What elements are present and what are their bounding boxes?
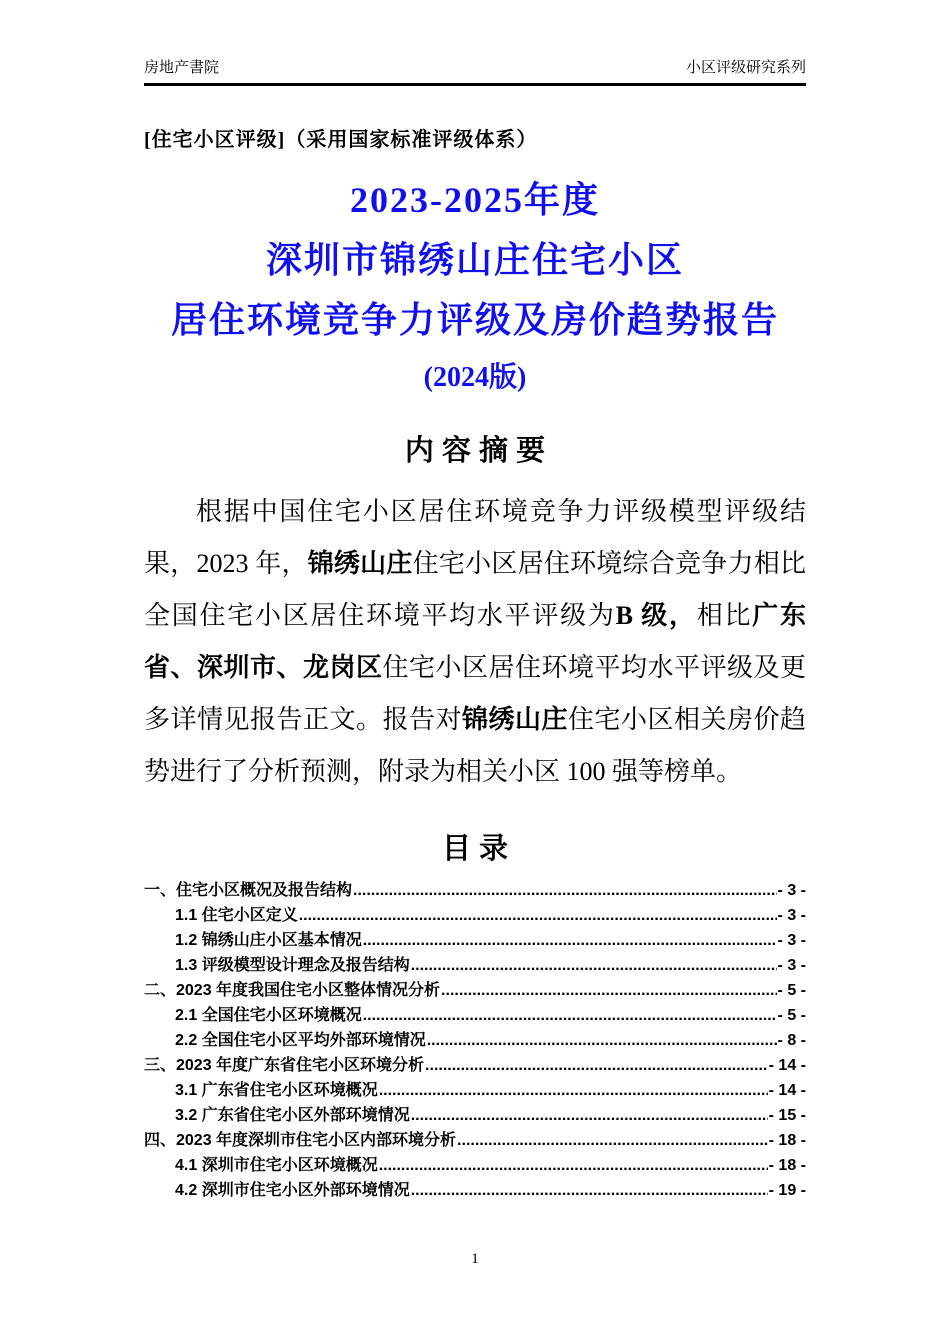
summary-heading: 内 容 摘 要 [404, 435, 546, 467]
summary-segment: 住宅小区居住环境平均水平评级及更多详情见报告正文。报告对 [144, 653, 806, 734]
toc-item-page: - 3 - [777, 907, 806, 924]
toc-item[interactable] [144, 1053, 806, 1078]
report-title-block [144, 170, 806, 406]
toc-item-label: 3.1 广东省住宅小区环境概况 [175, 1082, 378, 1099]
summary-paragraph [144, 486, 806, 798]
summary-segment: 根据中国住宅小区居住环境竞争力评级模型评级结果，2023 年， [144, 497, 806, 578]
toc-item[interactable] [144, 1178, 806, 1203]
toc-dot-leader [457, 1128, 768, 1153]
toc-dot-leader [425, 1053, 768, 1078]
report-title-line: 居住环境竞争力评级及房价趋势报告 [170, 300, 779, 340]
toc-item-label: 一、住宅小区概况及报告结构 [144, 882, 353, 899]
toc-item-page: - 5 - [777, 1007, 806, 1024]
toc-dot-leader [411, 1103, 768, 1128]
toc-item[interactable] [144, 1078, 806, 1103]
toc-item-page: - 3 - [777, 882, 806, 899]
toc-item-label: 1.1 住宅小区定义 [175, 907, 298, 924]
toc-dot-leader [363, 1003, 777, 1028]
header-right-text: 小区评级研究系列 [685, 59, 806, 76]
toc-item-page: - 19 - [768, 1182, 806, 1199]
toc-item[interactable] [144, 953, 806, 978]
toc-dot-leader [299, 903, 777, 928]
toc-item-label: 1.3 评级模型设计理念及报告结构 [175, 957, 410, 974]
toc-item-label: 4.1 深圳市住宅小区环境概况 [175, 1157, 378, 1174]
toc-item[interactable] [144, 903, 806, 928]
toc-item[interactable] [144, 1103, 806, 1128]
toc-item[interactable] [144, 928, 806, 953]
toc-item-page: - 14 - [768, 1057, 806, 1074]
summary-segment: 住宅小区居住环境综合竞争力相比全国住宅小区居住环境平均水平评级为 [144, 549, 806, 630]
summary-segment: 相比 [696, 601, 753, 630]
toc-item-label: 1.2 锦绣山庄小区基本情况 [175, 932, 362, 949]
report-type-line: [住宅小区评级]（采用国家标准评级体系） [144, 129, 538, 151]
toc-item-page: - 15 - [768, 1107, 806, 1124]
toc-item-label: 3.2 广东省住宅小区外部环境情况 [175, 1107, 410, 1124]
toc-item-label: 2.1 全国住宅小区环境概况 [175, 1007, 362, 1024]
toc-item[interactable] [144, 1028, 806, 1053]
toc-dot-leader [427, 1028, 777, 1053]
toc-item[interactable] [144, 1128, 806, 1153]
toc-item-page: - 18 - [768, 1157, 806, 1174]
report-title-line: 2023-2025年度 [350, 180, 600, 220]
toc-item-page: - 18 - [768, 1132, 806, 1149]
toc-item-page: - 3 - [777, 957, 806, 974]
toc-item[interactable] [144, 978, 806, 1003]
toc-item-label: 四、2023 年度深圳市住宅小区内部环境分析 [144, 1132, 457, 1149]
toc-dot-leader [411, 1178, 768, 1203]
toc-dot-leader [353, 878, 777, 903]
toc-item-page: - 8 - [777, 1032, 806, 1049]
toc-dot-leader [441, 978, 777, 1003]
header-left-text: 房地产書院 [144, 59, 220, 76]
toc-item-page: - 14 - [768, 1082, 806, 1099]
running-header [144, 0, 806, 86]
report-version: (2024版) [423, 362, 527, 393]
toc-item-label: 2.2 全国住宅小区平均外部环境情况 [175, 1032, 426, 1049]
toc-dot-leader [411, 953, 777, 978]
toc-heading: 目 录 [441, 833, 509, 865]
toc-item[interactable] [144, 878, 806, 903]
toc-dot-leader [379, 1078, 768, 1103]
toc-item[interactable] [144, 1003, 806, 1028]
toc-item-page: - 5 - [777, 982, 806, 999]
summary-segment-bold: 广东省、深圳市、龙岗区 [144, 601, 806, 682]
summary-segment-bold: B 级， [615, 601, 697, 630]
toc-item-label: 三、2023 年度广东省住宅小区环境分析 [144, 1057, 425, 1074]
toc-dot-leader [363, 928, 777, 953]
toc-item-label: 4.2 深圳市住宅小区外部环境情况 [175, 1182, 410, 1199]
report-title-line: 深圳市锦绣山庄住宅小区 [265, 240, 684, 280]
toc-item[interactable] [144, 1153, 806, 1178]
toc-item-label: 二、2023 年度我国住宅小区整体情况分析 [144, 982, 441, 999]
page-number: 1 [471, 1251, 479, 1267]
summary-segment: 住宅小区相关房价趋势进行了分析预测，附录为相关小区 100 强等榜单。 [144, 705, 806, 786]
toc-list [144, 878, 806, 1203]
summary-segment-bold: 锦绣山庄 [461, 705, 568, 734]
summary-segment-bold: 锦绣山庄 [307, 549, 413, 578]
toc-dot-leader [379, 1153, 768, 1178]
toc-item-page: - 3 - [777, 932, 806, 949]
